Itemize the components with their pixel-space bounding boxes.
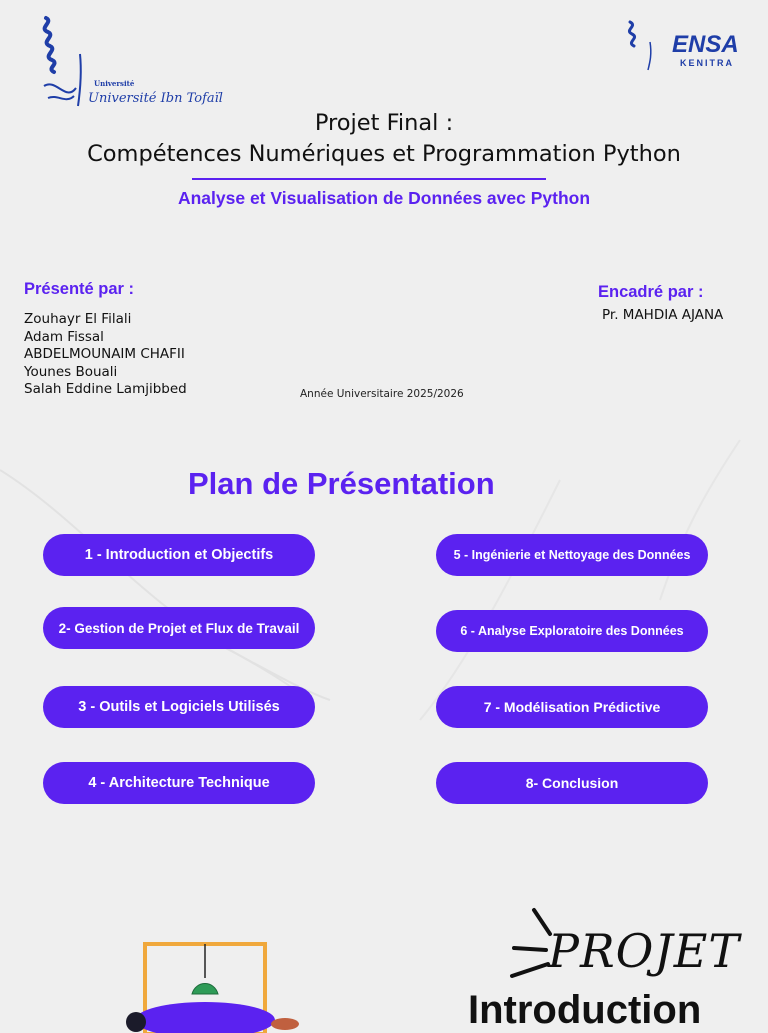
projet-label: PROJET bbox=[548, 924, 740, 978]
university-logo-text: Université Ibn Tofaïl bbox=[88, 91, 223, 106]
plan-item-3[interactable]: 3 - Outils et Logiciels Utilisés bbox=[43, 686, 315, 728]
supervised-by-label: Encadré par : bbox=[598, 283, 704, 301]
svg-text:Université: Université bbox=[94, 79, 135, 88]
plan-item-4[interactable]: 4 - Architecture Technique bbox=[43, 762, 315, 804]
ensa-logo-text: ENSA bbox=[672, 31, 739, 58]
title-divider bbox=[192, 178, 546, 180]
title-line-2: Compétences Numériques et Programmation Python bbox=[87, 141, 681, 167]
plan-item-8[interactable]: 8- Conclusion bbox=[436, 762, 708, 804]
supervisor-name: Pr. MAHDIA AJANA bbox=[602, 307, 724, 323]
plan-item-7[interactable]: 7 - Modélisation Prédictive bbox=[436, 686, 708, 728]
plan-item-2[interactable]: 2- Gestion de Projet et Flux de Travail bbox=[43, 607, 315, 649]
title-line-1: Projet Final : bbox=[314, 110, 454, 136]
presenter-name: Younes Bouali bbox=[24, 363, 118, 380]
plan-item-6[interactable]: 6 - Analyse Exploratoire des Données bbox=[436, 610, 708, 652]
plan-title: Plan de Présentation bbox=[188, 466, 495, 501]
presenters-list bbox=[24, 311, 187, 399]
presenter-name: Zouhayr El Filali bbox=[24, 311, 132, 327]
ensa-logo-subtext: KENITRA bbox=[680, 58, 734, 68]
plan-item-1[interactable]: 1 - Introduction et Objectifs bbox=[43, 534, 315, 576]
presented-by-label: Présenté par : bbox=[24, 280, 135, 298]
subtitle: Analyse et Visualisation de Données avec Python bbox=[177, 188, 591, 208]
introduction-label: Introduction bbox=[468, 988, 702, 1032]
page-title bbox=[0, 108, 768, 170]
presenter-name: ABDELMOUNAIM CHAFII bbox=[24, 346, 185, 362]
ensa-logo bbox=[622, 18, 746, 74]
university-logo bbox=[36, 14, 223, 110]
academic-year: Année Universitaire 2025/2026 bbox=[300, 388, 464, 400]
lamp-illustration bbox=[100, 930, 310, 1024]
presenter-name: Adam Fissal bbox=[24, 328, 104, 345]
plan-item-5[interactable]: 5 - Ingénierie et Nettoyage des Données bbox=[436, 534, 708, 576]
presenter-name: Salah Eddine Lamjibbed bbox=[24, 381, 187, 397]
